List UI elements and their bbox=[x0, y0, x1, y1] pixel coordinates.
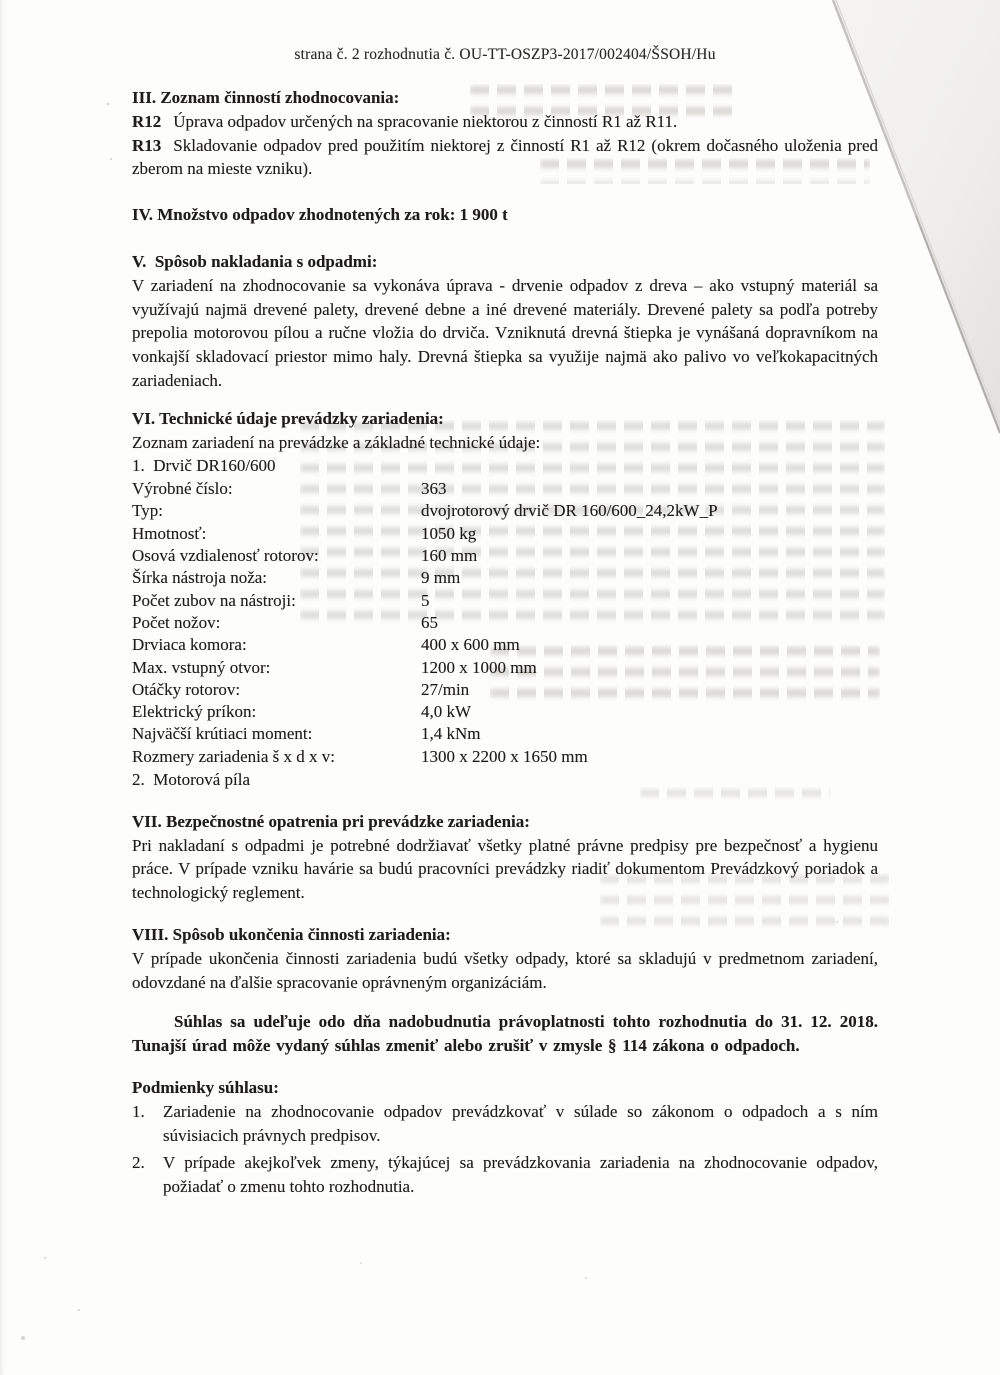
spec-value: 363 bbox=[421, 479, 447, 499]
spec-label: Výrobné číslo: bbox=[132, 479, 233, 499]
device-1-title: 1. Drvič DR160/600 bbox=[132, 456, 276, 476]
condition-item bbox=[132, 1151, 878, 1199]
spec-value: 4,0 kW bbox=[421, 702, 472, 722]
section-iv-heading: IV. Množstvo odpadov zhodnotených za rok: 1 900 t bbox=[132, 205, 508, 225]
spec-label: Hmotnosť: bbox=[132, 523, 207, 543]
condition-number: 2. bbox=[132, 1153, 145, 1173]
section-viii-paragraph: V prípade ukončenia činnosti zariadenia budú všetky odpady, ktoré sa skladujú v predmetnom zariadení, odovzdané na ďalšie spracovanie oprávneným organizáciám. bbox=[132, 948, 878, 992]
spec-label: Elektrický príkon: bbox=[132, 702, 257, 722]
spec-value: 1200 x 1000 mm bbox=[421, 657, 537, 677]
page-corner-fold-edge bbox=[833, 0, 1000, 433]
spec-label: Osová vzdialenosť rotorov: bbox=[132, 546, 319, 566]
section-v-paragraph: V zariadení na zhodnocovanie sa vykonáva úprava - drvenie odpadov z dreva – ako vstupný materiál sa využívajú najmä drevené palety, drevené debne a iné drevené materiály. Drevené palety sa podľa potreby prepolia motorovou pílou a ručne vložia do drviča. Vzniknutá drevná štiepka je vynášaná dopravníkom na vonkajší skladovací priestor mimo haly. Drevná štiepka sa využije najmä ako palivo vo veľkokapacitných zariadeniach. bbox=[132, 275, 878, 390]
spec-label: Najväčší krútiaci moment: bbox=[132, 724, 313, 744]
spec-value: 27/min bbox=[421, 679, 470, 699]
r12-code: R12 bbox=[132, 111, 162, 131]
section-viii bbox=[132, 923, 878, 994]
section-v-heading: V. Spôsob nakladania s odpadmi: bbox=[132, 251, 378, 271]
spec-value: 400 x 600 mm bbox=[421, 635, 520, 655]
consent-validity-clause: Súhlas sa udeľuje odo dňa nadobudnutia právoplatnosti tohto rozhodnutia do 31. 12. 2018. Tunajší úrad môže vydaný súhlas zmeniť alebo zrušiť v zmysle § 114 zákona o odpadoch. bbox=[132, 1012, 878, 1056]
section-vii-paragraph: Pri nakladaní s odpadmi je potrebné dodržiavať všetky platné právne predpisy pre bezpečnosť a hygienu práce. V prípade vzniku havárie sa budú pracovníci prevádzky riadiť dokumentom Prevádzkový poriadok a technologický reglement. bbox=[132, 835, 878, 903]
spec-value: 5 bbox=[421, 590, 430, 610]
section-iii-heading: III. Zoznam činností zhodnocovania: bbox=[132, 88, 400, 107]
recovery-code-r13 bbox=[132, 134, 878, 182]
spec-label: Šírka nástroja noža: bbox=[132, 568, 268, 588]
condition-text: V prípade akejkoľvek zmeny, týkajúcej sa prevádzkovania zariadenia na zhodnocovanie odpadov, požiadať o zmenu tohto rozhodnutia. bbox=[163, 1153, 878, 1197]
spec-label: Rozmery zariadenia š x d x v: bbox=[132, 746, 335, 766]
spec-value: 160 mm bbox=[421, 546, 478, 566]
r13-code: R13 bbox=[132, 135, 162, 155]
r13-text: Skladovanie odpadov pred použitím niektorej z činností R1 až R12 (okrem dočasného uloženia pred zberom na mieste vzniku). bbox=[132, 135, 878, 179]
section-vii bbox=[132, 810, 878, 905]
condition-number: 1. bbox=[132, 1101, 145, 1121]
recovery-code-r12 bbox=[132, 110, 878, 134]
spec-value: 1300 x 2200 x 1650 mm bbox=[421, 746, 588, 766]
spec-value: 9 mm bbox=[421, 568, 461, 588]
spec-value: 1050 kg bbox=[421, 523, 477, 543]
condition-text: Zariadenie na zhodnocovanie odpadov prevádzkovať v súlade so zákonom o odpadoch a s ním súvisiacich právnych predpisov. bbox=[163, 1101, 878, 1145]
spec-label: Drviaca komora: bbox=[132, 635, 247, 655]
spec-label: Počet nožov: bbox=[132, 612, 221, 632]
section-vi-intro: Zoznam zariadení na prevádzke a základné technické údaje: bbox=[132, 432, 541, 452]
spec-label: Otáčky rotorov: bbox=[132, 679, 241, 699]
spec-label: Počet zubov na nástroji: bbox=[132, 590, 296, 610]
conditions-section bbox=[132, 1076, 878, 1199]
spec-label: Typ: bbox=[132, 501, 163, 521]
page-header-reference: strana č. 2 rozhodnutia č. OU-TT-OSZP3-2017/002404/ŠSOH/Hu bbox=[294, 46, 716, 63]
r12-text: Úprava odpadov určených na spracovanie niektorou z činností R1 až R11. bbox=[173, 111, 678, 131]
device-spec-table bbox=[132, 478, 878, 768]
section-v bbox=[132, 250, 878, 393]
section-vi-heading: VI. Technické údaje prevádzky zariadenia: bbox=[132, 408, 444, 428]
conditions-heading: Podmienky súhlasu: bbox=[132, 1077, 279, 1097]
section-vi bbox=[132, 407, 878, 792]
condition-item bbox=[132, 1100, 878, 1148]
section-viii-heading: VIII. Spôsob ukončenia činnosti zariadenia: bbox=[132, 925, 451, 944]
spec-label: Max. vstupný otvor: bbox=[132, 657, 271, 677]
spec-value: dvojrotorový drvič DR 160/600_24,2kW_P bbox=[421, 501, 718, 521]
section-iv bbox=[132, 203, 878, 227]
spec-value: 65 bbox=[421, 612, 438, 632]
section-vii-heading: VII. Bezpečnostné opatrenia pri prevádzke zariadenia: bbox=[132, 811, 530, 831]
section-iii bbox=[132, 86, 878, 181]
device-2-title: 2. Motorová píla bbox=[132, 770, 251, 790]
spec-value: 1,4 kNm bbox=[421, 724, 481, 744]
